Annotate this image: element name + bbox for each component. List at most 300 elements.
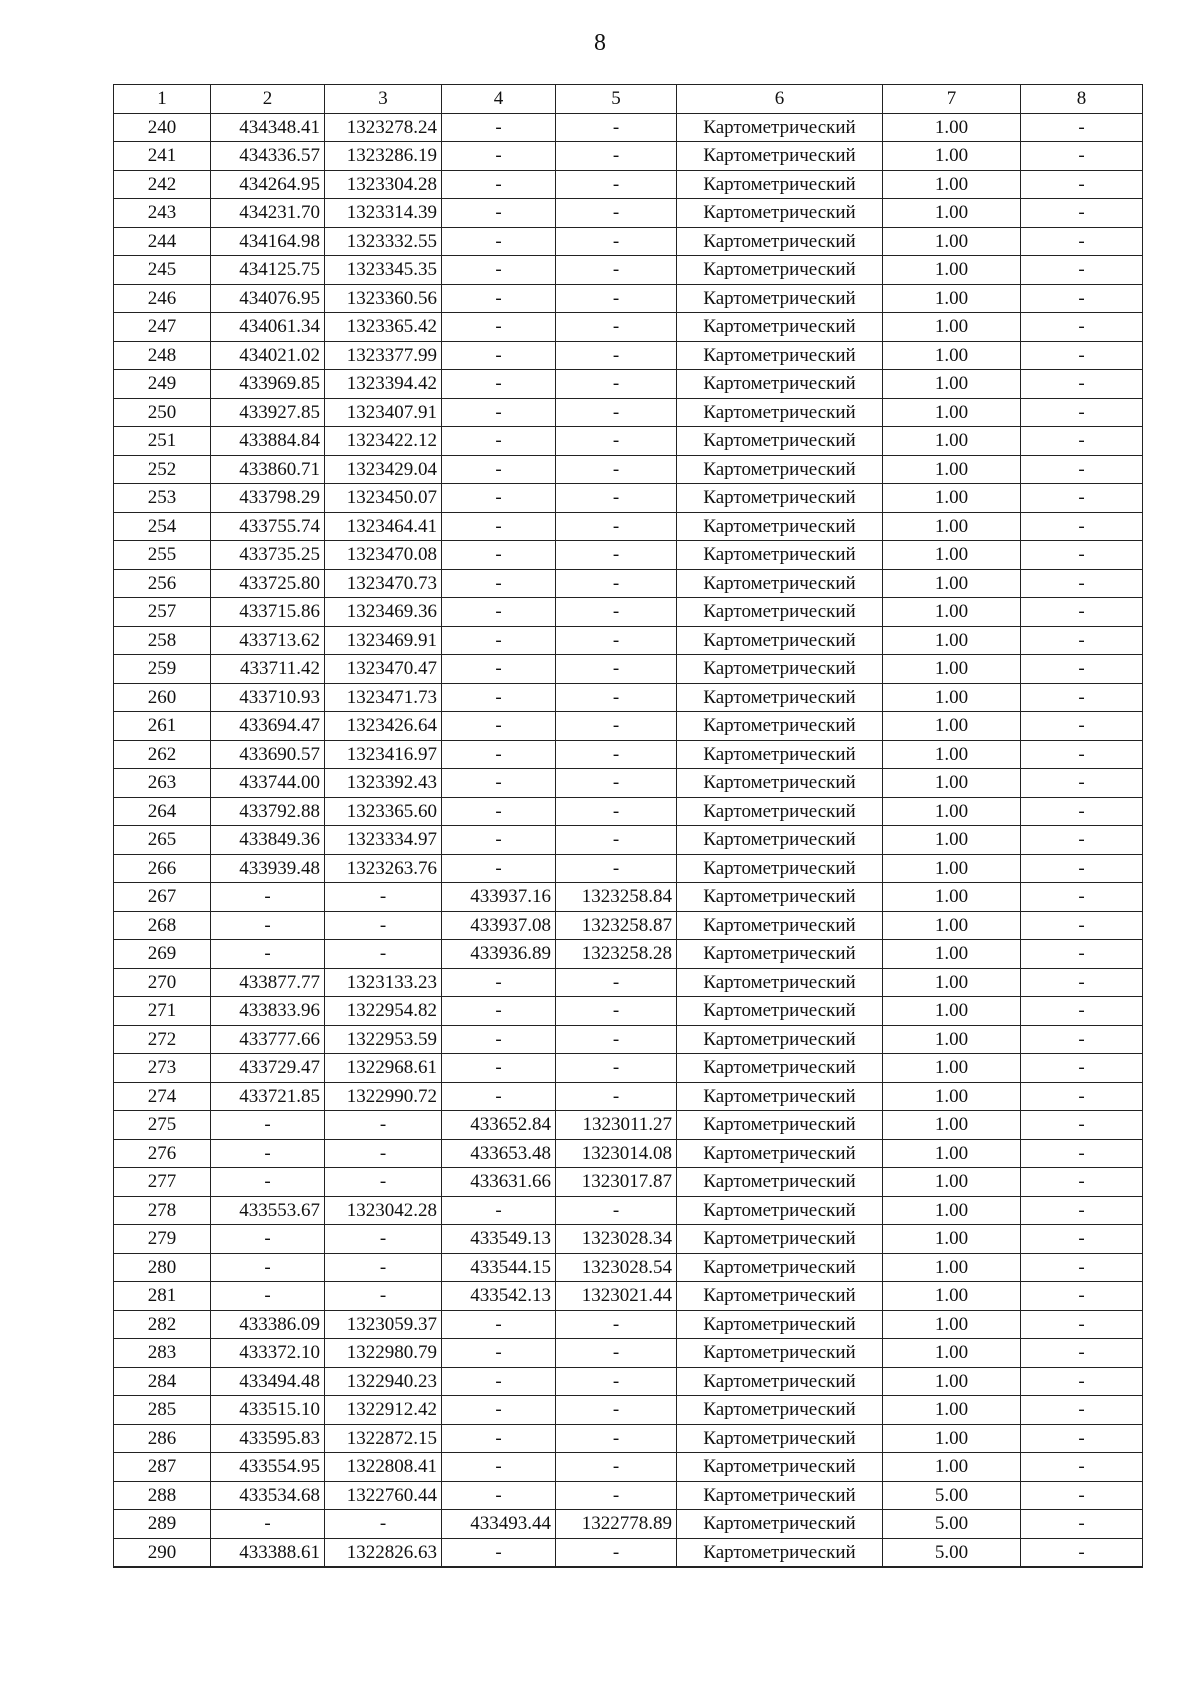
y-coordinate-cell: 1323407.91	[325, 398, 442, 427]
x-coordinate-alt-cell: -	[442, 1396, 556, 1425]
accuracy-cell: 1.00	[883, 398, 1021, 427]
point-number-cell: 258	[114, 626, 211, 655]
accuracy-cell: 1.00	[883, 997, 1021, 1026]
point-number-cell: 263	[114, 769, 211, 798]
x-coordinate-cell: 433744.00	[211, 769, 325, 798]
method-cell: Картометрический	[677, 826, 883, 855]
method-cell: Картометрический	[677, 1082, 883, 1111]
method-cell: Картометрический	[677, 370, 883, 399]
point-number-cell: 283	[114, 1339, 211, 1368]
x-coordinate-cell: 433969.85	[211, 370, 325, 399]
point-number-cell: 269	[114, 940, 211, 969]
point-number-cell: 246	[114, 284, 211, 313]
table-row	[114, 1253, 1143, 1282]
accuracy-cell: 1.00	[883, 512, 1021, 541]
point-number-cell: 268	[114, 911, 211, 940]
y-coordinate-alt-cell: -	[556, 370, 677, 399]
x-coordinate-alt-cell: -	[442, 170, 556, 199]
x-coordinate-alt-cell: -	[442, 968, 556, 997]
table-header-row	[114, 85, 1143, 114]
y-coordinate-alt-cell: 1323258.84	[556, 883, 677, 912]
table-row	[114, 1196, 1143, 1225]
description-cell: -	[1021, 541, 1143, 570]
table-body	[114, 113, 1143, 1567]
point-number-cell: 273	[114, 1054, 211, 1083]
method-cell: Картометрический	[677, 1282, 883, 1311]
x-coordinate-cell: 433755.74	[211, 512, 325, 541]
description-cell: -	[1021, 370, 1143, 399]
description-cell: -	[1021, 626, 1143, 655]
point-number-cell: 288	[114, 1481, 211, 1510]
accuracy-cell: 5.00	[883, 1538, 1021, 1567]
description-cell: -	[1021, 569, 1143, 598]
table-row	[114, 199, 1143, 228]
y-coordinate-alt-cell: -	[556, 1538, 677, 1567]
point-number-cell: 287	[114, 1453, 211, 1482]
x-coordinate-cell: 434348.41	[211, 113, 325, 142]
accuracy-cell: 1.00	[883, 911, 1021, 940]
y-coordinate-cell: 1323360.56	[325, 284, 442, 313]
accuracy-cell: 1.00	[883, 769, 1021, 798]
description-cell: -	[1021, 826, 1143, 855]
accuracy-cell: 1.00	[883, 541, 1021, 570]
column-header: 8	[1021, 85, 1143, 114]
point-number-cell: 285	[114, 1396, 211, 1425]
y-coordinate-alt-cell: -	[556, 598, 677, 627]
accuracy-cell: 1.00	[883, 199, 1021, 228]
description-cell: -	[1021, 1054, 1143, 1083]
description-cell: -	[1021, 883, 1143, 912]
accuracy-cell: 1.00	[883, 1054, 1021, 1083]
x-coordinate-alt-cell: -	[442, 1196, 556, 1225]
x-coordinate-cell: 433690.57	[211, 740, 325, 769]
y-coordinate-cell: -	[325, 1253, 442, 1282]
y-coordinate-alt-cell: 1323017.87	[556, 1168, 677, 1197]
accuracy-cell: 5.00	[883, 1510, 1021, 1539]
y-coordinate-cell: 1322940.23	[325, 1367, 442, 1396]
x-coordinate-alt-cell: -	[442, 512, 556, 541]
column-header: 6	[677, 85, 883, 114]
y-coordinate-alt-cell: -	[556, 769, 677, 798]
x-coordinate-cell: -	[211, 1253, 325, 1282]
x-coordinate-cell: 433927.85	[211, 398, 325, 427]
description-cell: -	[1021, 284, 1143, 313]
x-coordinate-alt-cell: -	[442, 1453, 556, 1482]
point-number-cell: 257	[114, 598, 211, 627]
y-coordinate-alt-cell: -	[556, 170, 677, 199]
accuracy-cell: 1.00	[883, 455, 1021, 484]
x-coordinate-cell: 434076.95	[211, 284, 325, 313]
y-coordinate-cell: 1323471.73	[325, 683, 442, 712]
x-coordinate-cell: 433386.09	[211, 1310, 325, 1339]
x-coordinate-cell: 434336.57	[211, 142, 325, 171]
description-cell: -	[1021, 854, 1143, 883]
accuracy-cell: 1.00	[883, 740, 1021, 769]
description-cell: -	[1021, 512, 1143, 541]
method-cell: Картометрический	[677, 683, 883, 712]
x-coordinate-alt-cell: -	[442, 769, 556, 798]
y-coordinate-alt-cell: -	[556, 1082, 677, 1111]
method-cell: Картометрический	[677, 113, 883, 142]
x-coordinate-alt-cell: -	[442, 1054, 556, 1083]
y-coordinate-cell: 1323304.28	[325, 170, 442, 199]
table-row	[114, 1453, 1143, 1482]
x-coordinate-cell: 434021.02	[211, 341, 325, 370]
x-coordinate-alt-cell: -	[442, 1339, 556, 1368]
x-coordinate-alt-cell: -	[442, 740, 556, 769]
method-cell: Картометрический	[677, 1111, 883, 1140]
x-coordinate-alt-cell: -	[442, 1082, 556, 1111]
y-coordinate-alt-cell: -	[556, 142, 677, 171]
x-coordinate-cell: 433792.88	[211, 797, 325, 826]
x-coordinate-cell: 433534.68	[211, 1481, 325, 1510]
column-header: 3	[325, 85, 442, 114]
y-coordinate-cell: 1323365.60	[325, 797, 442, 826]
y-coordinate-cell: 1323470.73	[325, 569, 442, 598]
method-cell: Картометрический	[677, 1025, 883, 1054]
x-coordinate-alt-cell: -	[442, 826, 556, 855]
column-header: 1	[114, 85, 211, 114]
y-coordinate-cell: 1322990.72	[325, 1082, 442, 1111]
y-coordinate-alt-cell: -	[556, 1196, 677, 1225]
accuracy-cell: 1.00	[883, 883, 1021, 912]
description-cell: -	[1021, 1481, 1143, 1510]
x-coordinate-alt-cell: -	[442, 1310, 556, 1339]
point-number-cell: 266	[114, 854, 211, 883]
x-coordinate-cell: 434061.34	[211, 313, 325, 342]
y-coordinate-cell: 1323278.24	[325, 113, 442, 142]
y-coordinate-cell: -	[325, 883, 442, 912]
method-cell: Картометрический	[677, 341, 883, 370]
x-coordinate-alt-cell: -	[442, 1025, 556, 1054]
table-row	[114, 227, 1143, 256]
page-number: 8	[594, 30, 606, 56]
x-coordinate-alt-cell: -	[442, 284, 556, 313]
y-coordinate-alt-cell: -	[556, 113, 677, 142]
x-coordinate-alt-cell: 433544.15	[442, 1253, 556, 1282]
y-coordinate-cell: -	[325, 911, 442, 940]
accuracy-cell: 1.00	[883, 1139, 1021, 1168]
description-cell: -	[1021, 1424, 1143, 1453]
y-coordinate-cell: 1322953.59	[325, 1025, 442, 1054]
y-coordinate-cell: 1322912.42	[325, 1396, 442, 1425]
x-coordinate-alt-cell: -	[442, 712, 556, 741]
table-row	[114, 655, 1143, 684]
y-coordinate-cell: 1323426.64	[325, 712, 442, 741]
y-coordinate-alt-cell: -	[556, 455, 677, 484]
description-cell: -	[1021, 1367, 1143, 1396]
x-coordinate-alt-cell: 433652.84	[442, 1111, 556, 1140]
y-coordinate-cell: 1323469.91	[325, 626, 442, 655]
method-cell: Картометрический	[677, 1510, 883, 1539]
description-cell: -	[1021, 398, 1143, 427]
table-row	[114, 313, 1143, 342]
accuracy-cell: 1.00	[883, 427, 1021, 456]
description-cell: -	[1021, 455, 1143, 484]
y-coordinate-cell: 1323059.37	[325, 1310, 442, 1339]
point-number-cell: 242	[114, 170, 211, 199]
x-coordinate-cell: -	[211, 1139, 325, 1168]
table-row	[114, 712, 1143, 741]
y-coordinate-cell: 1323345.35	[325, 256, 442, 285]
x-coordinate-cell: -	[211, 883, 325, 912]
point-number-cell: 271	[114, 997, 211, 1026]
description-cell: -	[1021, 740, 1143, 769]
y-coordinate-alt-cell: -	[556, 284, 677, 313]
y-coordinate-alt-cell: 1323028.34	[556, 1225, 677, 1254]
method-cell: Картометрический	[677, 398, 883, 427]
description-cell: -	[1021, 199, 1143, 228]
table-row	[114, 170, 1143, 199]
x-coordinate-alt-cell: -	[442, 569, 556, 598]
table-row	[114, 1111, 1143, 1140]
x-coordinate-cell: 434164.98	[211, 227, 325, 256]
point-number-cell: 256	[114, 569, 211, 598]
point-number-cell: 240	[114, 113, 211, 142]
point-number-cell: 251	[114, 427, 211, 456]
y-coordinate-alt-cell: -	[556, 427, 677, 456]
accuracy-cell: 1.00	[883, 1282, 1021, 1311]
accuracy-cell: 1.00	[883, 142, 1021, 171]
table-row	[114, 341, 1143, 370]
x-coordinate-cell: 433877.77	[211, 968, 325, 997]
point-number-cell: 248	[114, 341, 211, 370]
y-coordinate-cell: -	[325, 1282, 442, 1311]
point-number-cell: 260	[114, 683, 211, 712]
accuracy-cell: 1.00	[883, 341, 1021, 370]
method-cell: Картометрический	[677, 170, 883, 199]
method-cell: Картометрический	[677, 1396, 883, 1425]
y-coordinate-alt-cell: -	[556, 1396, 677, 1425]
x-coordinate-alt-cell: -	[442, 1538, 556, 1567]
y-coordinate-cell: 1323314.39	[325, 199, 442, 228]
y-coordinate-alt-cell: 1323011.27	[556, 1111, 677, 1140]
point-number-cell: 250	[114, 398, 211, 427]
description-cell: -	[1021, 1025, 1143, 1054]
y-coordinate-alt-cell: 1323258.28	[556, 940, 677, 969]
x-coordinate-cell: 433735.25	[211, 541, 325, 570]
accuracy-cell: 1.00	[883, 1025, 1021, 1054]
point-number-cell: 259	[114, 655, 211, 684]
table-row	[114, 598, 1143, 627]
x-coordinate-cell: 433725.80	[211, 569, 325, 598]
accuracy-cell: 1.00	[883, 598, 1021, 627]
x-coordinate-cell: 434125.75	[211, 256, 325, 285]
point-number-cell: 247	[114, 313, 211, 342]
table-row	[114, 1396, 1143, 1425]
x-coordinate-cell: 433884.84	[211, 427, 325, 456]
table-row	[114, 826, 1143, 855]
coordinates-table	[113, 84, 1143, 1568]
accuracy-cell: 1.00	[883, 797, 1021, 826]
x-coordinate-cell: 433372.10	[211, 1339, 325, 1368]
method-cell: Картометрический	[677, 256, 883, 285]
y-coordinate-alt-cell: -	[556, 854, 677, 883]
method-cell: Картометрический	[677, 940, 883, 969]
point-number-cell: 262	[114, 740, 211, 769]
method-cell: Картометрический	[677, 284, 883, 313]
x-coordinate-alt-cell: -	[442, 626, 556, 655]
point-number-cell: 241	[114, 142, 211, 171]
y-coordinate-alt-cell: -	[556, 797, 677, 826]
description-cell: -	[1021, 1396, 1143, 1425]
column-header: 7	[883, 85, 1021, 114]
column-header: 2	[211, 85, 325, 114]
description-cell: -	[1021, 256, 1143, 285]
method-cell: Картометрический	[677, 1253, 883, 1282]
y-coordinate-cell: 1323286.19	[325, 142, 442, 171]
y-coordinate-cell: 1323392.43	[325, 769, 442, 798]
x-coordinate-cell: 433713.62	[211, 626, 325, 655]
table-row	[114, 626, 1143, 655]
table-row	[114, 1082, 1143, 1111]
y-coordinate-cell: -	[325, 1139, 442, 1168]
point-number-cell: 254	[114, 512, 211, 541]
accuracy-cell: 1.00	[883, 1082, 1021, 1111]
y-coordinate-cell: 1323469.36	[325, 598, 442, 627]
table-row	[114, 284, 1143, 313]
x-coordinate-alt-cell: 433653.48	[442, 1139, 556, 1168]
description-cell: -	[1021, 1538, 1143, 1567]
x-coordinate-cell: 433798.29	[211, 484, 325, 513]
table-row	[114, 1538, 1143, 1567]
method-cell: Картометрический	[677, 1481, 883, 1510]
table-row	[114, 997, 1143, 1026]
x-coordinate-cell: -	[211, 1510, 325, 1539]
accuracy-cell: 1.00	[883, 1225, 1021, 1254]
x-coordinate-alt-cell: 433937.16	[442, 883, 556, 912]
x-coordinate-alt-cell: 433937.08	[442, 911, 556, 940]
y-coordinate-cell: 1322826.63	[325, 1538, 442, 1567]
x-coordinate-alt-cell: 433549.13	[442, 1225, 556, 1254]
x-coordinate-cell: 433715.86	[211, 598, 325, 627]
x-coordinate-cell: 433939.48	[211, 854, 325, 883]
description-cell: -	[1021, 797, 1143, 826]
point-number-cell: 253	[114, 484, 211, 513]
point-number-cell: 272	[114, 1025, 211, 1054]
description-cell: -	[1021, 227, 1143, 256]
point-number-cell: 290	[114, 1538, 211, 1567]
method-cell: Картометрический	[677, 427, 883, 456]
x-coordinate-cell: 433711.42	[211, 655, 325, 684]
method-cell: Картометрический	[677, 1168, 883, 1197]
point-number-cell: 270	[114, 968, 211, 997]
method-cell: Картометрический	[677, 1139, 883, 1168]
method-cell: Картометрический	[677, 911, 883, 940]
y-coordinate-alt-cell: -	[556, 227, 677, 256]
x-coordinate-cell: 433721.85	[211, 1082, 325, 1111]
x-coordinate-cell: 434264.95	[211, 170, 325, 199]
table-row	[114, 569, 1143, 598]
description-cell: -	[1021, 1196, 1143, 1225]
table-row	[114, 541, 1143, 570]
table-row	[114, 1424, 1143, 1453]
description-cell: -	[1021, 655, 1143, 684]
method-cell: Картометрический	[677, 626, 883, 655]
description-cell: -	[1021, 1082, 1143, 1111]
accuracy-cell: 1.00	[883, 284, 1021, 313]
x-coordinate-cell: 433729.47	[211, 1054, 325, 1083]
accuracy-cell: 1.00	[883, 1396, 1021, 1425]
y-coordinate-alt-cell: -	[556, 199, 677, 228]
description-cell: -	[1021, 1111, 1143, 1140]
method-cell: Картометрический	[677, 968, 883, 997]
y-coordinate-cell: -	[325, 1111, 442, 1140]
y-coordinate-alt-cell: -	[556, 1339, 677, 1368]
y-coordinate-alt-cell: -	[556, 569, 677, 598]
table-row	[114, 1025, 1143, 1054]
point-number-cell: 280	[114, 1253, 211, 1282]
y-coordinate-alt-cell: -	[556, 313, 677, 342]
y-coordinate-alt-cell: -	[556, 484, 677, 513]
point-number-cell: 245	[114, 256, 211, 285]
y-coordinate-alt-cell: 1323028.54	[556, 1253, 677, 1282]
method-cell: Картометрический	[677, 1054, 883, 1083]
table-row	[114, 455, 1143, 484]
method-cell: Картометрический	[677, 1367, 883, 1396]
point-number-cell: 249	[114, 370, 211, 399]
point-number-cell: 275	[114, 1111, 211, 1140]
description-cell: -	[1021, 1510, 1143, 1539]
accuracy-cell: 1.00	[883, 1196, 1021, 1225]
description-cell: -	[1021, 1253, 1143, 1282]
y-coordinate-cell: 1322872.15	[325, 1424, 442, 1453]
table-row	[114, 1282, 1143, 1311]
method-cell: Картометрический	[677, 769, 883, 798]
method-cell: Картометрический	[677, 797, 883, 826]
table-row	[114, 1481, 1143, 1510]
x-coordinate-alt-cell: -	[442, 256, 556, 285]
table-row	[114, 1054, 1143, 1083]
table-row	[114, 1367, 1143, 1396]
accuracy-cell: 1.00	[883, 683, 1021, 712]
x-coordinate-alt-cell: -	[442, 142, 556, 171]
method-cell: Картометрический	[677, 313, 883, 342]
point-number-cell: 289	[114, 1510, 211, 1539]
y-coordinate-alt-cell: -	[556, 1424, 677, 1453]
accuracy-cell: 1.00	[883, 626, 1021, 655]
table-row	[114, 854, 1143, 883]
x-coordinate-alt-cell: -	[442, 113, 556, 142]
x-coordinate-cell: -	[211, 1111, 325, 1140]
x-coordinate-cell: 433710.93	[211, 683, 325, 712]
x-coordinate-cell: -	[211, 1225, 325, 1254]
column-header: 5	[556, 85, 677, 114]
x-coordinate-alt-cell: -	[442, 854, 556, 883]
x-coordinate-cell: 433595.83	[211, 1424, 325, 1453]
description-cell: -	[1021, 341, 1143, 370]
accuracy-cell: 1.00	[883, 1253, 1021, 1282]
accuracy-cell: 1.00	[883, 854, 1021, 883]
x-coordinate-cell: -	[211, 1282, 325, 1311]
point-number-cell: 274	[114, 1082, 211, 1111]
x-coordinate-alt-cell: 433936.89	[442, 940, 556, 969]
x-coordinate-alt-cell: -	[442, 797, 556, 826]
y-coordinate-alt-cell: -	[556, 512, 677, 541]
description-cell: -	[1021, 1225, 1143, 1254]
x-coordinate-cell: 433388.61	[211, 1538, 325, 1567]
accuracy-cell: 1.00	[883, 940, 1021, 969]
point-number-cell: 265	[114, 826, 211, 855]
table-row	[114, 484, 1143, 513]
y-coordinate-cell: 1323429.04	[325, 455, 442, 484]
accuracy-cell: 1.00	[883, 170, 1021, 199]
x-coordinate-cell: 433777.66	[211, 1025, 325, 1054]
accuracy-cell: 1.00	[883, 313, 1021, 342]
x-coordinate-alt-cell: -	[442, 370, 556, 399]
x-coordinate-cell: 433833.96	[211, 997, 325, 1026]
table-row	[114, 940, 1143, 969]
